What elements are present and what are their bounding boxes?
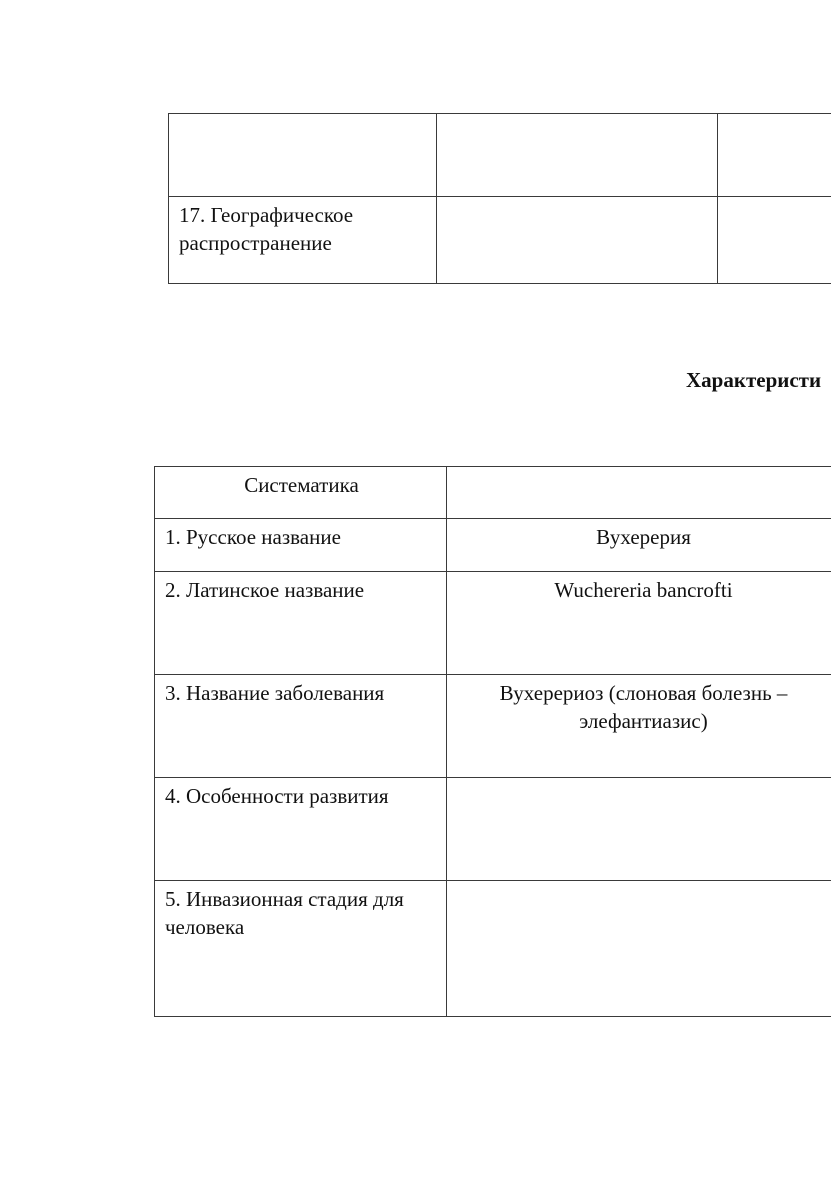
table-cell-label: 1. Русское название	[155, 519, 447, 572]
table-row	[155, 675, 831, 778]
table-cell-value: Вухерериоз (слоновая болезнь – элефантиазис)	[447, 675, 831, 778]
section-heading: Характеристи	[686, 368, 822, 392]
table-cell-label	[169, 114, 437, 197]
table-cell-value	[447, 778, 831, 881]
top-table	[168, 113, 831, 284]
table-cell-label	[169, 197, 437, 284]
table-header-label: Систематика	[155, 467, 447, 519]
table-header-row	[155, 467, 831, 519]
table-cell	[437, 114, 718, 197]
table-cell-value	[447, 881, 831, 1017]
table-row	[155, 881, 831, 1017]
table-cell-value: Wuchereria bancrofti	[447, 572, 831, 675]
table-cell-label: 2. Латинское название	[155, 572, 447, 675]
table-cell-label: 5. Инвазионная стадия для человека	[155, 881, 447, 1017]
table-cell	[718, 197, 831, 284]
table-row	[155, 778, 831, 881]
table-row	[169, 114, 831, 197]
table-header-value	[447, 467, 831, 519]
table-cell-label: 4. Особенности развития	[155, 778, 447, 881]
geography-label: 17. Географическое распространение	[179, 203, 354, 255]
table-cell-label: 3. Название заболевания	[155, 675, 447, 778]
table-row	[155, 572, 831, 675]
table-row	[155, 519, 831, 572]
table-cell	[437, 197, 718, 284]
table-cell	[718, 114, 831, 197]
characteristics-table	[154, 466, 831, 1017]
table-cell-value: Вухерерия	[447, 519, 831, 572]
table-row	[169, 197, 831, 284]
